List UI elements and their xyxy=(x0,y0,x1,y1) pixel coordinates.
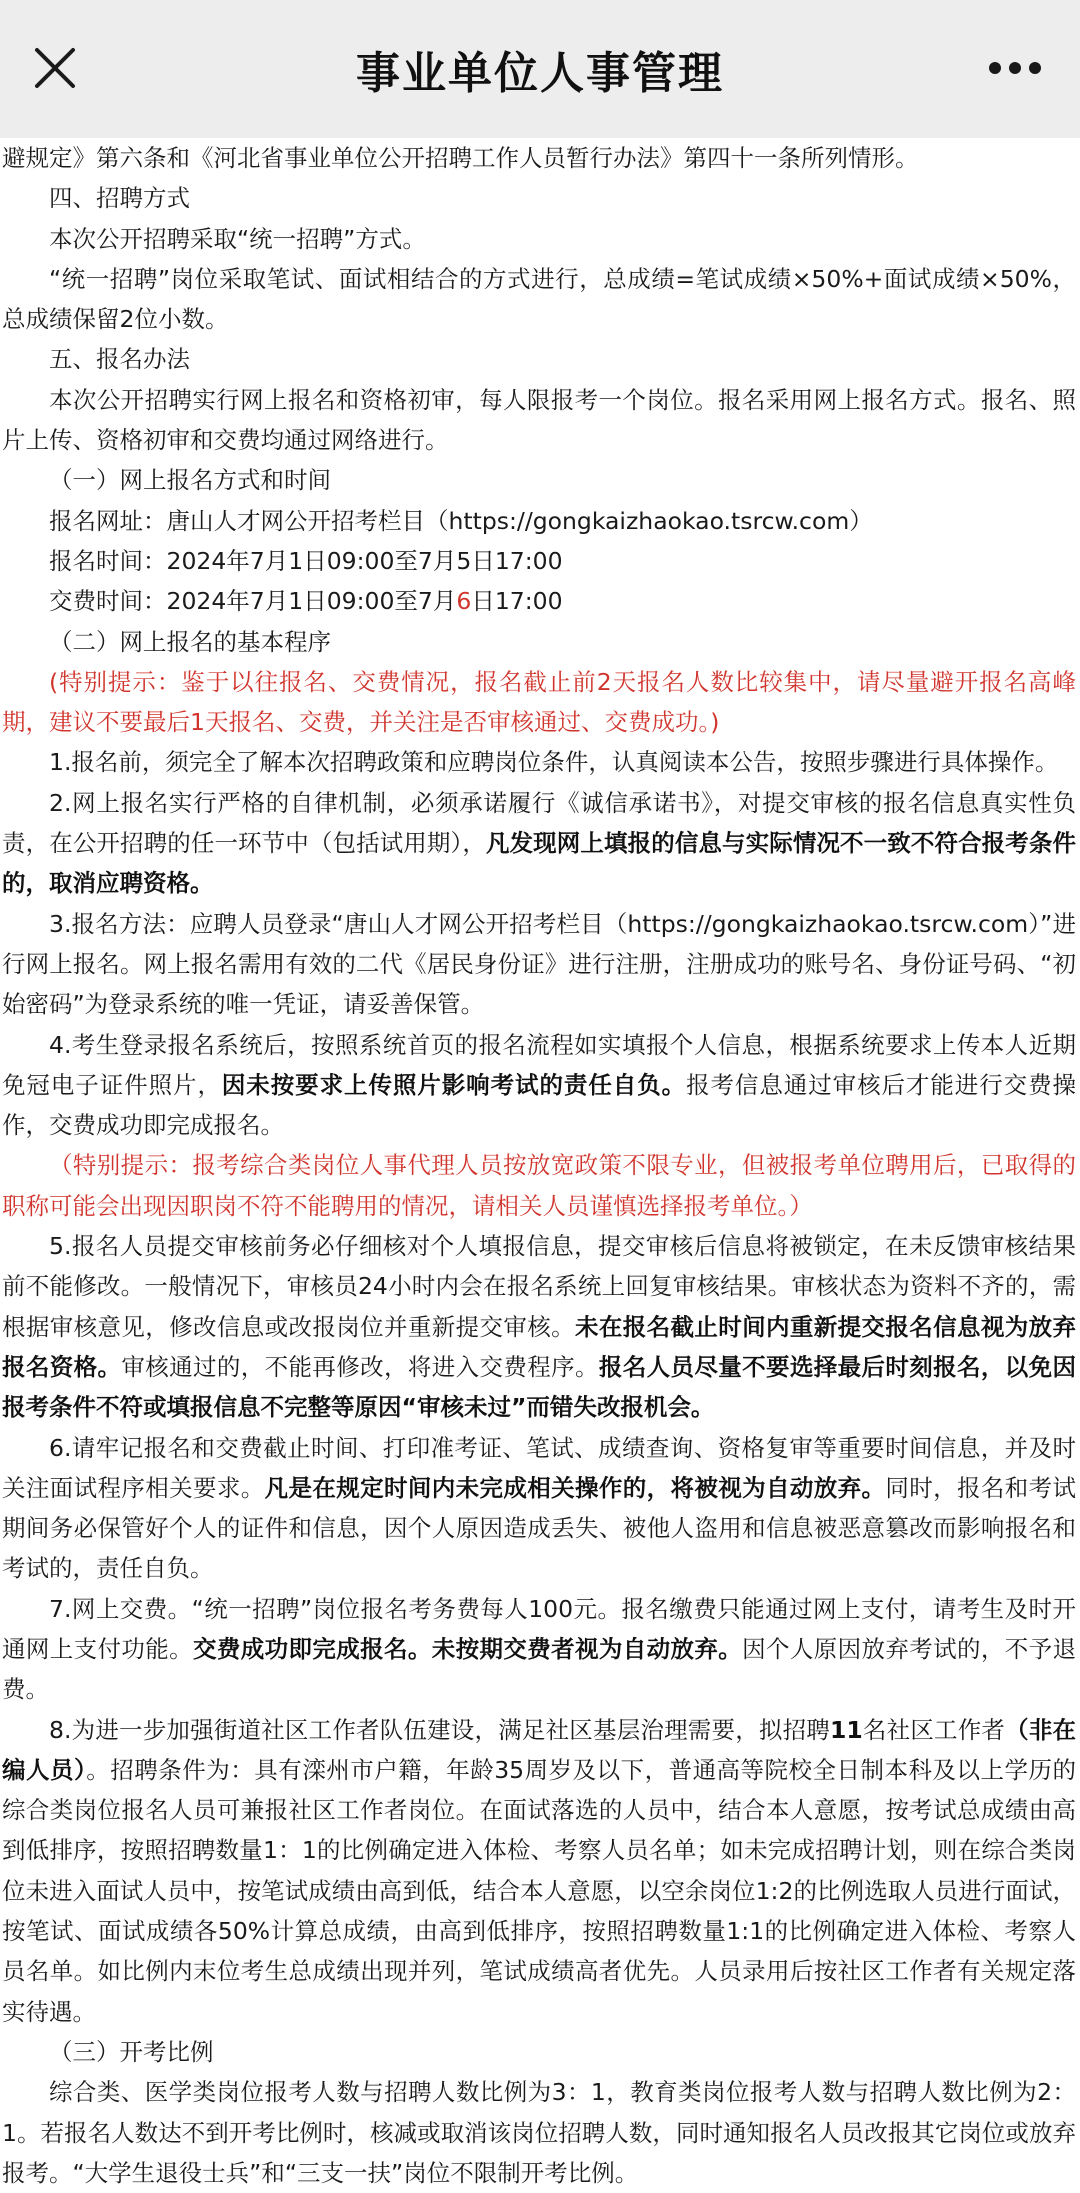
text-run: （一）网上报名方式和时间 xyxy=(49,466,331,495)
text-run: 名社区工作者 xyxy=(862,1715,1006,1744)
text-run: 综合类、医学类岗位报考人数与招聘人数比例为3：1，教育类岗位报考人数与招聘人数比例为2：1。若报名人数达不到开考比例时，核减或取消该岗位招聘人数，同时通知报名人员改报其它岗位或放弃报考。“大学生退役士兵”和“三支一扶”岗位不限制开考比例。 xyxy=(2,2078,1076,2187)
text-run: 4.考生登录报名系统后，按照系统首页的报名流程如实填报个人信息，根据系统要求上传本人近期免冠电子证件照片， xyxy=(2,1030,1076,1099)
bold-text: 因未按要求上传照片影响考试的责任自负。 xyxy=(221,1070,687,1099)
text-run: 避规定》第六条和《河北省事业单位公开招聘工作人员暂行办法》第四十一条所列情形。 xyxy=(2,144,919,172)
paragraph xyxy=(2,259,1076,340)
text-run: （二）网上报名的基本程序 xyxy=(49,627,331,656)
text-run: 报考信息通过审核后才能进行交费操作，交费成功即完成报名。 xyxy=(2,1070,1077,1140)
text-run: (特别提示：鉴于以往报名、交费情况，报名截止前2天报名人数比较集中，请尽量避开报名高峰期，建议不要最后1天报名、交费，并关注是否审核通过、交费成功。) xyxy=(2,667,1076,737)
paragraph xyxy=(2,138,1076,178)
paragraph xyxy=(2,2032,1076,2072)
paragraph xyxy=(2,380,1076,461)
text-run: 报名网址：唐山人才网公开招考栏目（https://gongkaizhaokao.tsrcw.com） xyxy=(49,506,873,535)
paragraph xyxy=(2,581,1076,621)
more-dots-icon xyxy=(988,61,1042,75)
top-bar xyxy=(0,0,1080,138)
bold-text: 交费成功即完成报名。未按期交费者视为自动放弃。 xyxy=(193,1634,743,1663)
paragraph xyxy=(2,178,1076,218)
bold-text: 报名人员尽量不要选择最后时刻报名，以免因报考条件不符或填报信息不完整等原因“审核未过”而错失改报机会。 xyxy=(2,1352,1076,1422)
paragraph xyxy=(2,2072,1076,2193)
page-title: 事业单位人事管理 xyxy=(356,48,724,99)
paragraph xyxy=(2,501,1076,541)
paragraph xyxy=(2,460,1076,500)
text-run: 本次公开招聘实行网上报名和资格初审，每人限报考一个岗位。报名采用网上报名方式。报名、照片上传、资格初审和交费均通过网络进行。 xyxy=(2,385,1076,455)
text-run: 6.请牢记报名和交费截止时间、打印准考证、笔试、成绩查询、资格复审等重要时间信息，并及时关注面试程序相关要求。 xyxy=(2,1433,1076,1502)
paragraph xyxy=(2,1025,1076,1146)
paragraph xyxy=(2,742,1076,782)
paragraph xyxy=(2,783,1076,904)
paragraph xyxy=(2,1226,1076,1427)
highlight-text: 6 xyxy=(456,587,472,616)
text-run: 五、报名办法 xyxy=(49,345,190,374)
text-run: 8.为进一步加强街道社区工作者队伍建设，满足社区基层治理需要，拟招聘 xyxy=(49,1715,831,1744)
paragraph xyxy=(2,622,1076,662)
text-run: 本次公开招聘采取“统一招聘”方式。 xyxy=(49,224,426,253)
text-run: （特别提示：报考综合类岗位人事代理人员按放宽政策不限专业，但被报考单位聘用后，已取得的职称可能会出现因职岗不符不能聘用的情况，请相关人员谨慎选择报考单位。） xyxy=(2,1151,1076,1220)
more-button[interactable] xyxy=(984,44,1046,92)
text-run: 报名时间：2024年7月1日09:00至7月5日17:00 xyxy=(49,546,563,575)
bold-text: 未在报名截止时间内重新提交报名信息视为放弃报名资格。 xyxy=(2,1312,1076,1381)
paragraph xyxy=(2,1710,1076,2032)
text-run: 交费时间：2024年7月1日09:00至7月 xyxy=(49,587,457,616)
close-button[interactable] xyxy=(30,40,80,96)
bold-text: 凡发现网上填报的信息与实际情况不一致不符合报考条件的，取消应聘资格。 xyxy=(2,829,1077,898)
bold-text: 凡是在规定时间内未完成相关操作的，将被视为自动放弃。 xyxy=(264,1473,886,1502)
text-run: 7.网上交费。“统一招聘”岗位报名考务费每人100元。报名缴费只能通过网上支付，请考生及时开通网上支付功能。 xyxy=(2,1594,1076,1663)
text-run: 1.报名前，须完全了解本次招聘政策和应聘岗位条件，认真阅读本公告，按照步骤进行具体操作。 xyxy=(49,748,1059,777)
close-icon xyxy=(34,47,76,89)
paragraph xyxy=(2,1428,1076,1589)
paragraph xyxy=(2,662,1076,743)
text-run: （三）开考比例 xyxy=(49,2037,214,2066)
article-body[interactable] xyxy=(0,138,1080,2187)
bold-text: （非在编人员） xyxy=(2,1715,1077,1784)
text-run: 5.报名人员提交审核前务必仔细核对个人填报信息，提交审核后信息将被锁定，在未反馈审核结果前不能修改。一般情况下，审核员24小时内会在报名系统上回复审核结果。审核状态为资料不齐的，需根据审核意见，修改信息或改报岗位并重新提交审核。 xyxy=(2,1232,1076,1341)
text-run: “统一招聘”岗位采取笔试、面试相结合的方式进行，总成绩=笔试成绩×50%+面试成绩×50%，总成绩保留2位小数。 xyxy=(2,264,1076,334)
text-run: 四、招聘方式 xyxy=(49,184,190,213)
paragraph xyxy=(2,1145,1076,1226)
text-run: 。招聘条件为：具有滦州市户籍，年龄35周岁及以下，普通高等院校全日制本科及以上学历的综合类岗位报名人员可兼报社区工作者岗位。在面试落选的人员中，结合本人意愿，按考试总成绩由高到低排序，按照招聘数量1：1的比例确定进入体检、考察人员名单；如未完成招聘计划，则在综合类岗位未进入面试人员中，按笔试成绩由高到低，结合本人意愿，以空余岗位1:2的比例选取人员进行面试，按笔试、面试成绩各50%计算总成绩，由高到低排序，按照招聘数量1:1的比例确定进入体检、考察人员名单。如比例内末位考生总成绩出现并列，笔试成绩高者优先。人员录用后按社区工作者有关规定落实待遇。 xyxy=(2,1755,1077,2026)
paragraph xyxy=(2,541,1076,581)
text-run: 3.报名方法：应聘人员登录“唐山人才网公开招考栏目（https://gongkaizhaokao.tsrcw.com）”进行网上报名。网上报名需用有效的二代《居民身份证》进行注册，注册成功的账号名、身份证号码、“初始密码”为登录系统的唯一凭证，请妥善保管。 xyxy=(2,909,1076,1019)
article-content xyxy=(0,138,1080,2193)
text-run: 2.网上报名实行严格的自律机制，必须承诺履行《诚信承诺书》，对提交审核的报名信息真实性负责，在公开招聘的任一环节中（包括试用期）， xyxy=(2,788,1076,858)
text-run: 同时，报名和考试期间务必保管好个人的证件和信息，因个人原因造成丢失、被他人盗用和信息被恶意篡改而影响报名和考试的，责任自负。 xyxy=(2,1473,1076,1583)
paragraph xyxy=(2,339,1076,379)
paragraph xyxy=(2,1589,1076,1710)
paragraph xyxy=(2,904,1076,1025)
text-run: 日17:00 xyxy=(471,587,563,616)
bold-text: 11 xyxy=(830,1715,863,1744)
paragraph xyxy=(2,219,1076,259)
text-run: 因个人原因放弃考试的，不予退费。 xyxy=(2,1634,1076,1704)
text-run: 审核通过的，不能再修改，将进入交费程序。 xyxy=(121,1352,599,1381)
